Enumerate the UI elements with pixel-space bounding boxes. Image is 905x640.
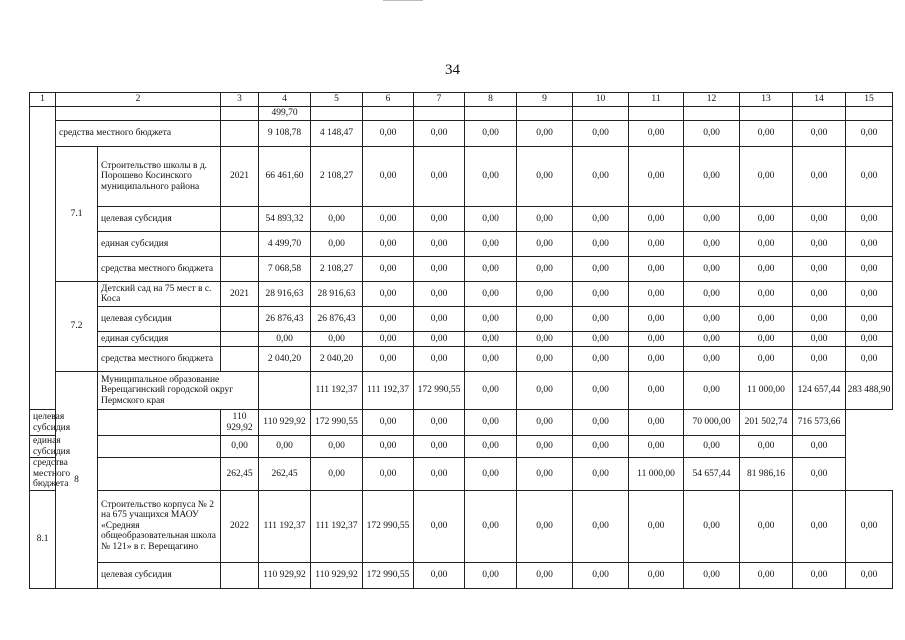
label-cell: целевая субсидия: [98, 307, 221, 332]
value-cell: 26 876,43: [259, 307, 311, 332]
table-row: [30, 410, 893, 436]
value-cell: 0,00: [363, 121, 414, 147]
value-cell: 0,00: [311, 232, 363, 257]
value-cell: [414, 107, 465, 121]
value-cell: 0,00: [517, 436, 573, 458]
value-cell: 0,00: [414, 257, 465, 282]
year-cell: 2022: [221, 490, 259, 562]
value-cell: 0,00: [573, 257, 629, 282]
value-cell: 0,00: [465, 207, 517, 232]
subsection-number: 7.1: [56, 147, 98, 282]
value-cell: 0,00: [793, 490, 846, 562]
value-cell: 201 502,74: [740, 410, 793, 436]
value-cell: 110 929,92: [311, 562, 363, 588]
value-cell: 54 657,44: [684, 458, 740, 491]
page-number: 34: [445, 62, 460, 78]
value-cell: 9 108,78: [259, 121, 311, 147]
value-cell: 0,00: [465, 307, 517, 332]
value-cell: 0,00: [414, 282, 465, 307]
value-cell: 0,00: [363, 332, 414, 347]
budget-table: [29, 92, 893, 589]
value-cell: 0,00: [684, 232, 740, 257]
value-cell: 0,00: [363, 257, 414, 282]
value-cell: 0,00: [846, 282, 893, 307]
year-cell: [221, 307, 259, 332]
value-cell: 70 000,00: [684, 410, 740, 436]
value-cell: 0,00: [573, 282, 629, 307]
value-cell: 0,00: [629, 147, 684, 207]
value-cell: [629, 107, 684, 121]
year-cell: [221, 232, 259, 257]
table-row: [30, 372, 893, 410]
value-cell: 0,00: [363, 458, 414, 491]
value-cell: 0,00: [684, 207, 740, 232]
value-cell: 0,00: [573, 490, 629, 562]
value-cell: 0,00: [414, 307, 465, 332]
value-cell: 7 068,58: [259, 257, 311, 282]
value-cell: 0,00: [793, 562, 846, 588]
value-cell: 0,00: [846, 121, 893, 147]
label-cell: Детский сад на 75 мест в с. Коса: [98, 282, 221, 307]
value-cell: 0,00: [465, 147, 517, 207]
value-cell: [573, 107, 629, 121]
table-row: [30, 207, 893, 232]
value-cell: 0,00: [793, 332, 846, 347]
value-cell: 0,00: [573, 207, 629, 232]
value-cell: 0,00: [465, 347, 517, 372]
value-cell: [363, 107, 414, 121]
value-cell: 0,00: [517, 282, 573, 307]
value-cell: 0,00: [414, 410, 465, 436]
value-cell: 0,00: [573, 410, 629, 436]
value-cell: 0,00: [259, 332, 311, 347]
header-cell: 6: [363, 93, 414, 107]
value-cell: 0,00: [573, 458, 629, 491]
value-cell: [684, 107, 740, 121]
value-cell: 0,00: [573, 372, 629, 410]
value-cell: 0,00: [684, 307, 740, 332]
value-cell: 0,00: [363, 410, 414, 436]
table-row: [30, 121, 893, 147]
value-cell: 0,00: [846, 490, 893, 562]
value-cell: 0,00: [793, 232, 846, 257]
value-cell: 0,00: [684, 347, 740, 372]
value-cell: 0,00: [846, 347, 893, 372]
value-cell: 0,00: [573, 436, 629, 458]
value-cell: 0,00: [684, 282, 740, 307]
value-cell: 172 990,55: [363, 490, 414, 562]
value-cell: 0,00: [363, 347, 414, 372]
label-cell: единая субсидия: [98, 232, 221, 257]
value-cell: [740, 107, 793, 121]
value-cell: 26 876,43: [311, 307, 363, 332]
value-cell: 0,00: [629, 207, 684, 232]
value-cell: 0,00: [414, 436, 465, 458]
value-cell: 0,00: [465, 410, 517, 436]
section-number-cell: [30, 107, 56, 410]
value-cell: 0,00: [517, 347, 573, 372]
value-cell: 0,00: [629, 372, 684, 410]
value-cell: 0,00: [465, 436, 517, 458]
value-cell: 0,00: [573, 562, 629, 588]
header-cell: 2: [56, 93, 221, 107]
value-cell: 111 192,37: [259, 490, 311, 562]
value-cell: 4 148,47: [311, 121, 363, 147]
header-cell: 7: [414, 93, 465, 107]
value-cell: 0,00: [465, 121, 517, 147]
year-cell: [221, 121, 259, 147]
value-cell: 0,00: [414, 490, 465, 562]
value-cell: 0,00: [629, 436, 684, 458]
header-cell: 9: [517, 93, 573, 107]
value-cell: 0,00: [414, 121, 465, 147]
value-cell: 0,00: [517, 332, 573, 347]
value-cell: 0,00: [629, 121, 684, 147]
label-cell: средства местного бюджета: [30, 458, 98, 491]
year-cell: [221, 562, 259, 588]
value-cell: 0,00: [684, 436, 740, 458]
year-cell: [221, 207, 259, 232]
year-cell: [221, 332, 259, 347]
value-cell: 0,00: [517, 257, 573, 282]
table-row: [30, 332, 893, 347]
value-cell: 0,00: [517, 562, 573, 588]
label-cell: целевая субсидия: [98, 562, 221, 588]
table-row: [30, 257, 893, 282]
value-cell: 0,00: [740, 147, 793, 207]
label-cell: Муниципальное образование Верещагинский городской округ Пермского края: [98, 372, 259, 410]
value-cell: 0,00: [414, 332, 465, 347]
label-cell: целевая субсидия: [98, 207, 221, 232]
value-cell: 0,00: [629, 257, 684, 282]
value-cell: 0,00: [846, 257, 893, 282]
label-cell: единая субсидия: [98, 332, 221, 347]
value-cell: [517, 107, 573, 121]
value-cell: 11 000,00: [740, 372, 793, 410]
value-cell: 0,00: [793, 147, 846, 207]
value-cell: 0,00: [684, 332, 740, 347]
year-cell: [221, 107, 259, 121]
table-row: [30, 490, 893, 562]
value-cell: 0,00: [363, 232, 414, 257]
value-cell: [793, 107, 846, 121]
value-cell: 0,00: [517, 410, 573, 436]
value-cell: 0,00: [740, 332, 793, 347]
header-cell: 15: [846, 93, 893, 107]
value-cell: 499,70: [259, 107, 311, 121]
value-cell: 0,00: [465, 232, 517, 257]
value-cell: 0,00: [414, 562, 465, 588]
value-cell: 0,00: [740, 282, 793, 307]
label-cell: [56, 107, 221, 121]
header-cell: 1: [30, 93, 56, 107]
value-cell: 0,00: [793, 458, 846, 491]
value-cell: 0,00: [311, 332, 363, 347]
header-cell: 3: [221, 93, 259, 107]
value-cell: 110 929,92: [221, 410, 259, 436]
value-cell: 0,00: [573, 232, 629, 257]
value-cell: 0,00: [846, 307, 893, 332]
value-cell: 716 573,66: [793, 410, 846, 436]
header-cell: 13: [740, 93, 793, 107]
value-cell: 0,00: [517, 207, 573, 232]
header-cell: 10: [573, 93, 629, 107]
value-cell: 0,00: [311, 436, 363, 458]
value-cell: 172 990,55: [414, 372, 465, 410]
value-cell: 0,00: [221, 436, 259, 458]
value-cell: 0,00: [846, 332, 893, 347]
value-cell: 0,00: [517, 490, 573, 562]
value-cell: 0,00: [740, 257, 793, 282]
value-cell: 0,00: [684, 257, 740, 282]
value-cell: 2 108,27: [311, 147, 363, 207]
value-cell: 0,00: [363, 207, 414, 232]
value-cell: 0,00: [414, 458, 465, 491]
value-cell: 66 461,60: [259, 147, 311, 207]
table-row: [30, 436, 893, 458]
value-cell: 28 916,63: [311, 282, 363, 307]
value-cell: 0,00: [684, 147, 740, 207]
value-cell: 0,00: [517, 147, 573, 207]
table-row: [30, 307, 893, 332]
year-cell: 2021: [221, 282, 259, 307]
value-cell: 0,00: [684, 121, 740, 147]
value-cell: 28 916,63: [259, 282, 311, 307]
value-cell: 0,00: [573, 307, 629, 332]
value-cell: 111 192,37: [311, 372, 363, 410]
value-cell: 0,00: [629, 347, 684, 372]
value-cell: 0,00: [793, 257, 846, 282]
value-cell: 0,00: [740, 490, 793, 562]
value-cell: 0,00: [311, 458, 363, 491]
value-cell: 111 192,37: [363, 372, 414, 410]
value-cell: 124 657,44: [793, 372, 846, 410]
value-cell: 0,00: [740, 562, 793, 588]
value-cell: 0,00: [517, 372, 573, 410]
table-row: [30, 147, 893, 207]
value-cell: 0,00: [573, 147, 629, 207]
header-cell: 5: [311, 93, 363, 107]
value-cell: 0,00: [740, 232, 793, 257]
label-cell: средства местного бюджета: [98, 257, 221, 282]
value-cell: 0,00: [629, 282, 684, 307]
value-cell: 0,00: [629, 410, 684, 436]
value-cell: 0,00: [740, 307, 793, 332]
year-cell: 2021: [221, 147, 259, 207]
value-cell: 0,00: [793, 347, 846, 372]
value-cell: 0,00: [414, 207, 465, 232]
value-cell: 283 488,90: [846, 372, 893, 410]
value-cell: 4 499,70: [259, 232, 311, 257]
value-cell: 110 929,92: [259, 562, 311, 588]
value-cell: 0,00: [573, 121, 629, 147]
value-cell: 0,00: [793, 436, 846, 458]
label-cell: средства местного бюджета: [56, 121, 221, 147]
value-cell: 0,00: [740, 436, 793, 458]
label-cell: целевая субсидия: [30, 410, 98, 436]
value-cell: 0,00: [684, 562, 740, 588]
table-row: [30, 232, 893, 257]
value-cell: [465, 107, 517, 121]
value-cell: 0,00: [573, 332, 629, 347]
value-cell: 262,45: [221, 458, 259, 491]
header-cell: 11: [629, 93, 684, 107]
value-cell: 0,00: [517, 307, 573, 332]
value-cell: 0,00: [793, 307, 846, 332]
value-cell: [311, 107, 363, 121]
value-cell: 0,00: [846, 562, 893, 588]
table-row: [30, 458, 893, 491]
value-cell: 54 893,32: [259, 207, 311, 232]
value-cell: 0,00: [363, 282, 414, 307]
value-cell: 0,00: [465, 562, 517, 588]
table-row: [30, 282, 893, 307]
value-cell: 0,00: [465, 282, 517, 307]
year-cell: [98, 410, 221, 436]
value-cell: 0,00: [311, 207, 363, 232]
value-cell: 0,00: [684, 372, 740, 410]
value-cell: 110 929,92: [259, 410, 311, 436]
header-cell: 12: [684, 93, 740, 107]
label-cell: Строительство школы в д. Порошево Косинского муниципального района: [98, 147, 221, 207]
value-cell: 0,00: [846, 232, 893, 257]
value-cell: 0,00: [793, 282, 846, 307]
value-cell: 2 040,20: [311, 347, 363, 372]
header-cell: 4: [259, 93, 311, 107]
value-cell: 0,00: [259, 436, 311, 458]
table-row: [30, 347, 893, 372]
scan-mark: [383, 0, 423, 1]
value-cell: 0,00: [414, 147, 465, 207]
label-cell: единая субсидия: [30, 436, 98, 458]
value-cell: 0,00: [629, 562, 684, 588]
value-cell: 172 990,55: [363, 562, 414, 588]
value-cell: 2 040,20: [259, 347, 311, 372]
value-cell: 0,00: [363, 436, 414, 458]
value-cell: 81 986,16: [740, 458, 793, 491]
value-cell: 0,00: [517, 121, 573, 147]
table-row: [30, 562, 893, 588]
header-cell: 14: [793, 93, 846, 107]
value-cell: 0,00: [414, 347, 465, 372]
year-cell: [259, 372, 311, 410]
value-cell: 0,00: [740, 121, 793, 147]
header-cell: 8: [465, 93, 517, 107]
header-row: [30, 93, 893, 107]
section-number: 8: [56, 372, 98, 589]
value-cell: 172 990,55: [311, 410, 363, 436]
value-cell: 0,00: [629, 332, 684, 347]
label-cell: Строительство корпуса № 2 на 675 учащихся МАОУ «Средняя общеобразовательная школа № 121» в г. Верещагино: [98, 490, 221, 562]
year-cell: [221, 347, 259, 372]
value-cell: 0,00: [846, 207, 893, 232]
value-cell: 0,00: [740, 347, 793, 372]
value-cell: 11 000,00: [629, 458, 684, 491]
value-cell: 0,00: [629, 307, 684, 332]
value-cell: 0,00: [465, 257, 517, 282]
value-cell: 0,00: [629, 490, 684, 562]
value-cell: 0,00: [465, 332, 517, 347]
year-cell: [221, 257, 259, 282]
table-row: [30, 107, 893, 121]
label-cell: средства местного бюджета: [98, 347, 221, 372]
value-cell: 0,00: [793, 207, 846, 232]
value-cell: 0,00: [629, 232, 684, 257]
value-cell: 111 192,37: [311, 490, 363, 562]
subsection-number: 8.1: [30, 490, 56, 588]
value-cell: 0,00: [793, 121, 846, 147]
value-cell: 0,00: [465, 490, 517, 562]
year-cell: [98, 458, 221, 491]
value-cell: 0,00: [465, 372, 517, 410]
value-cell: 0,00: [363, 147, 414, 207]
value-cell: 0,00: [414, 232, 465, 257]
value-cell: 0,00: [517, 232, 573, 257]
value-cell: [846, 107, 893, 121]
value-cell: 0,00: [740, 207, 793, 232]
value-cell: 0,00: [465, 458, 517, 491]
value-cell: 0,00: [573, 347, 629, 372]
value-cell: 0,00: [684, 490, 740, 562]
value-cell: 0,00: [846, 147, 893, 207]
value-cell: 262,45: [259, 458, 311, 491]
year-cell: [98, 436, 221, 458]
subsection-number: 7.2: [56, 282, 98, 372]
value-cell: 2 108,27: [311, 257, 363, 282]
value-cell: 0,00: [363, 307, 414, 332]
value-cell: 0,00: [517, 458, 573, 491]
